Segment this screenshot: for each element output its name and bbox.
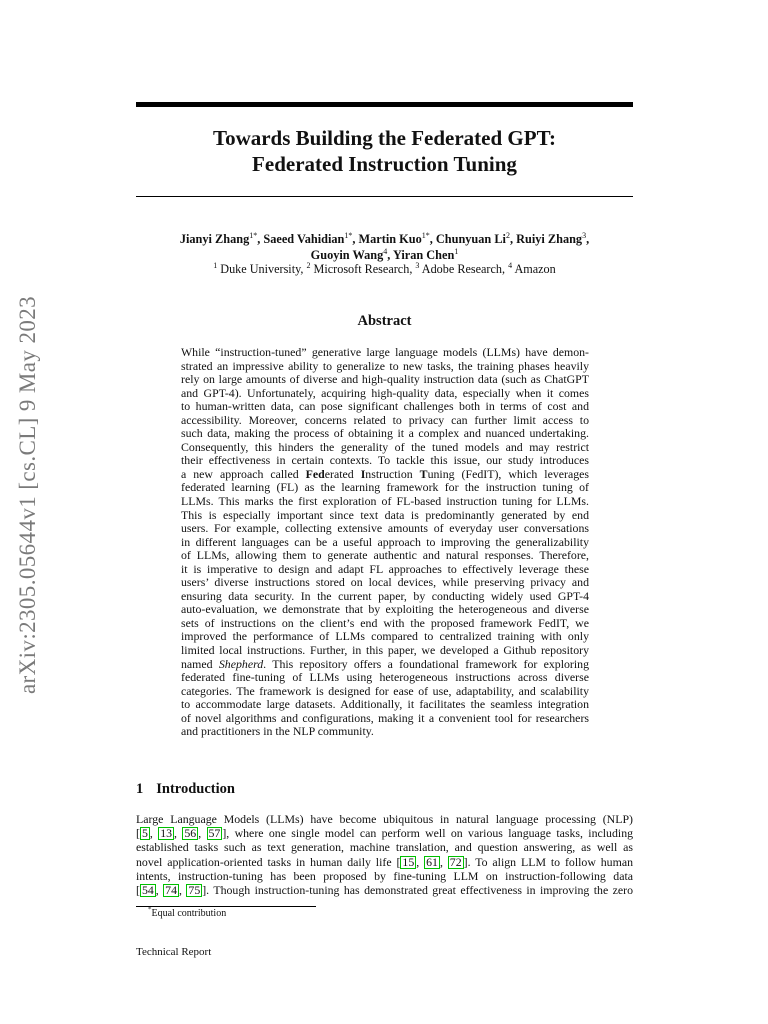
abstract-line: in different languages can be a useful approach to improving the generalizability <box>181 534 589 549</box>
title-bottom-rule <box>136 196 633 197</box>
abstract-line: of novel algorithms and configurations, making it a convenient tool for researchers <box>181 710 589 725</box>
abstract-line: to accommodate large datasets. Additionally, it facilitates the seamless integration <box>181 697 589 712</box>
author-mark: 1* <box>344 230 353 240</box>
abstract-body <box>181 346 589 739</box>
abstract-line: to human-written data, can pose significant challenges both in terms of cost and <box>181 399 589 414</box>
abstract-line: federated learning (FL) as the learning framework for the instruction tuning of <box>181 480 589 495</box>
abstract-line: While “instruction-tuned” generative large language models (LLMs) have demon- <box>181 345 589 359</box>
author-mark: 1 <box>454 246 459 256</box>
footnote-rule <box>136 906 316 907</box>
affiliations: $^1$ Duke University, $^2$ Microsoft Research, $^3$ Adobe Research, $^4$ Amazon <box>213 260 556 276</box>
abstract-line: users’ diverse instructions stored on local devices, while preserving privacy and <box>181 575 589 590</box>
abstract-line: This is especially important since text data is predominantly generated by end <box>181 507 589 522</box>
abstract-line: auto-evaluation, we demonstrate that by exploiting the heterogeneous and diverse <box>181 602 589 617</box>
intro-line: [ 54 , 74 , 75 ]. Though instruction-tuning has demonstrated great effectiveness in improving the zero <box>136 883 634 898</box>
abstract-line: rely on large amounts of diverse and high-quality instruction data (such as ChatGPT <box>181 372 589 387</box>
paper-title <box>136 125 633 177</box>
citation-link[interactable]: 54 <box>141 883 154 898</box>
author-mark: 1* <box>421 230 430 240</box>
affiliation: Duke University <box>220 262 301 276</box>
abstract-line: strated an impressive ability to generalize to new tasks, the training phases heavily <box>181 358 589 373</box>
author: Guoyin Wang <box>310 248 384 262</box>
abstract-line: LLMs. This marks the first exploration of FL-based instruction tuning for LLMs. <box>181 494 589 509</box>
affil-mark: 1 <box>213 260 218 270</box>
title-line-2: Federated Instruction Tuning <box>252 152 517 176</box>
citation-link[interactable]: 72 <box>449 854 462 869</box>
arxiv-identifier <box>9 272 47 717</box>
intro-line: novel application-oriented tasks in human daily life [ 15 , 61 , 72 ]. To align LLM to follow human <box>136 854 633 869</box>
abstract-line: limited local instructions. Further, in this paper, we developed a Github repository <box>181 643 589 658</box>
abstract-line: accessibility. Moreover, concerns related to privacy can further limit access to <box>181 412 589 427</box>
author: Martin Kuo <box>358 232 422 246</box>
abstract-line: categories. The framework is designed for ease of use, adaptability, and scalability <box>181 683 589 698</box>
affil-mark: 2 <box>306 260 311 270</box>
abstract-line: ensuring data security. In the current paper, by conducting widely used GPT-4 <box>181 588 589 603</box>
abstract-line: it is imperative to design and adapt FL approaches to effectively leverage these <box>181 561 589 576</box>
abstract-line: such data, making the process of obtaining it a complex and nuanced undertaking. <box>181 426 589 441</box>
footnote-mark: * <box>148 905 152 914</box>
intro-line: [ 5 , 13 , 56 , 57 ], where one single model can perform well on various language tasks, including <box>136 826 634 841</box>
author-mark: 3 <box>582 230 587 240</box>
affil-mark: 3 <box>415 260 420 270</box>
page-footer: Technical Report <box>136 946 212 958</box>
author-mark: 2 <box>505 230 510 240</box>
affiliation: Adobe Research <box>421 262 502 276</box>
author-mark: 4 <box>383 246 388 256</box>
abstract-line: users. For example, collecting extensive amounts of everyday user conversations <box>181 521 589 536</box>
abstract-line: named Shepherd. This repository offers a foundational framework for exploring <box>181 656 590 671</box>
author: Chunyuan Li <box>435 232 506 246</box>
citation-link[interactable]: 5 <box>141 826 148 841</box>
author: Jianyi Zhang <box>179 232 250 246</box>
section-title: Introduction <box>156 781 235 797</box>
arxiv-identifier-text: arXiv:2305.05644v1 [cs.CL] 9 May 2023 <box>15 295 40 694</box>
author: Ruiyi Zhang <box>516 232 583 246</box>
abstract-line: of LLMs, allowing them to generate authentic and natural responses. Therefore, <box>181 548 589 563</box>
citation-link[interactable]: 61 <box>426 854 438 869</box>
footnote <box>148 905 227 919</box>
abstract-line: their effectiveness in certain contexts. To tackle this issue, our study introduces <box>181 453 589 468</box>
abstract-line: and practitioners in the NLP community. <box>181 724 374 739</box>
citation-link[interactable]: 57 <box>208 826 221 841</box>
citation-link[interactable]: 74 <box>165 883 178 898</box>
intro-paragraph <box>136 812 633 897</box>
abstract-line: Consequently, this hinders the generality of the tuned models and may restrict <box>181 439 589 454</box>
citation-link[interactable]: 15 <box>402 854 415 869</box>
abstract-line: improved the performance of LLMs compared to centralized training with only <box>181 629 589 644</box>
intro-line: established tasks such as text generation, machine translation, and question answering, as well as <box>136 840 633 855</box>
abstract-heading: Abstract <box>357 313 412 329</box>
author: Yiran Chen <box>392 248 455 262</box>
abstract-line: and GPT-4). Unfortunately, acquiring high-quality data, especially when it comes <box>181 385 589 400</box>
intro-line: intents, instruction-tuning has been proposed by fine-tuning LLM on instruction-following data <box>136 868 633 883</box>
section-heading <box>136 781 235 798</box>
intro-line: Large Language Models (LLMs) have become ubiquitous in natural language processing (NLP) <box>136 812 633 826</box>
abstract-line: sets of instructions on the client’s end with the proposed framework FedIT, we <box>181 615 589 630</box>
abstract-line: a new approach called Federated Instruction Tuning (FedIT), which leverages <box>181 466 589 481</box>
affiliation: Microsoft Research <box>313 262 410 276</box>
author: Saeed Vahidian <box>263 232 345 246</box>
citation-link[interactable]: 56 <box>184 826 197 841</box>
title-line-1: Towards Building the Federated GPT: <box>212 126 557 150</box>
footnote-text: Equal contribution <box>151 908 227 919</box>
section-number: 1 <box>136 781 144 797</box>
abstract-line: federated fine-tuning of LLMs using heterogeneous instructions across diverse <box>181 670 589 685</box>
affiliation: Amazon <box>514 262 556 276</box>
citation-link[interactable]: 75 <box>188 883 201 898</box>
title-top-rule <box>136 102 633 107</box>
author-list: Jianyi Zhang$^{1*}$, Saeed Vahidian$^{1*}$, Martin Kuo$^{1*}$, Chunyuan Li$^2$, Ruiyi Zhang$^3$, Guoyin Wang$^4$, Yiran Chen$^1$ <box>179 230 590 262</box>
citation-link[interactable]: 13 <box>160 826 173 841</box>
author-mark: 1* <box>249 230 258 240</box>
affil-mark: 4 <box>508 260 513 270</box>
